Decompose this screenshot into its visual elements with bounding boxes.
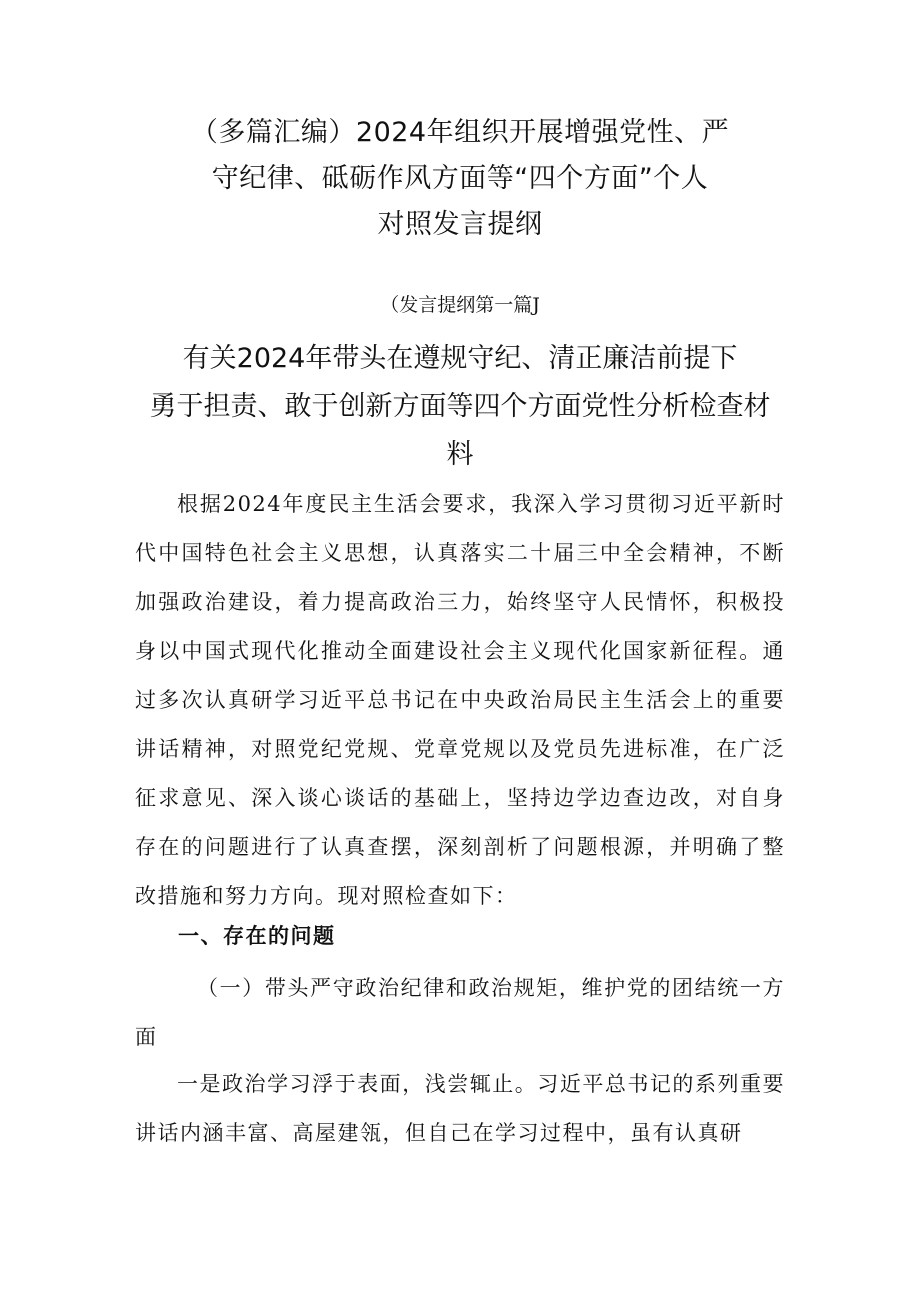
article-title-line: 料 <box>446 439 474 470</box>
article-title-line: 勇于担责、敢于创新方面等四个方面党性分析检查材 <box>149 391 771 422</box>
article-title <box>0 335 920 479</box>
document-title-line: （多篇汇编）2024年组织开展增强党性、严 <box>190 117 730 148</box>
section-heading: 一、存在的问题 <box>178 923 336 948</box>
subsection-heading: （一）带头严守政治纪律和政治规矩，维护党的团结统一方面 <box>135 976 785 1049</box>
point-one-paragraph: 一是政治学习浮于表面，浅尝辄止。习近平总书记的系列重要讲话内涵丰富、高屋建瓴，但自己在学习过程中，虽有认真研 <box>135 1072 785 1145</box>
document-subtitle: （发言提纲第一篇J <box>380 294 540 316</box>
document-title-line: 守纪律、砥砺作风方面等“四个方面”个人 <box>211 163 709 194</box>
document-title-line: 对照发言提纲 <box>377 209 543 240</box>
intro-paragraph: 根据2024年度民主生活会要求，我深入学习贯彻习近平新时代中国特色社会主义思想，认真落实二十届三中全会精神，不断加强政治建设，着力提高政治三力，始终坚守人民情怀，积极投身以中国式现代化推动全面建设社会主义现代化国家新征程。通过多次认真研学习近平总书记在中央政治局民主生活会上的重要讲话精神，对照党纪党规、党章党规以及党员先进标准，在广泛征求意见、深入谈心谈话的基础上，坚持边学边查边改，对自身存在的问题进行了认真查摆，深刻剖析了问题根源，并明确了整改措施和努力方向。现对照检查如下： <box>135 492 785 908</box>
article-title-line: 有关2024年带头在遵规守纪、清正廉洁前提下 <box>182 343 738 374</box>
document-title <box>0 110 920 248</box>
